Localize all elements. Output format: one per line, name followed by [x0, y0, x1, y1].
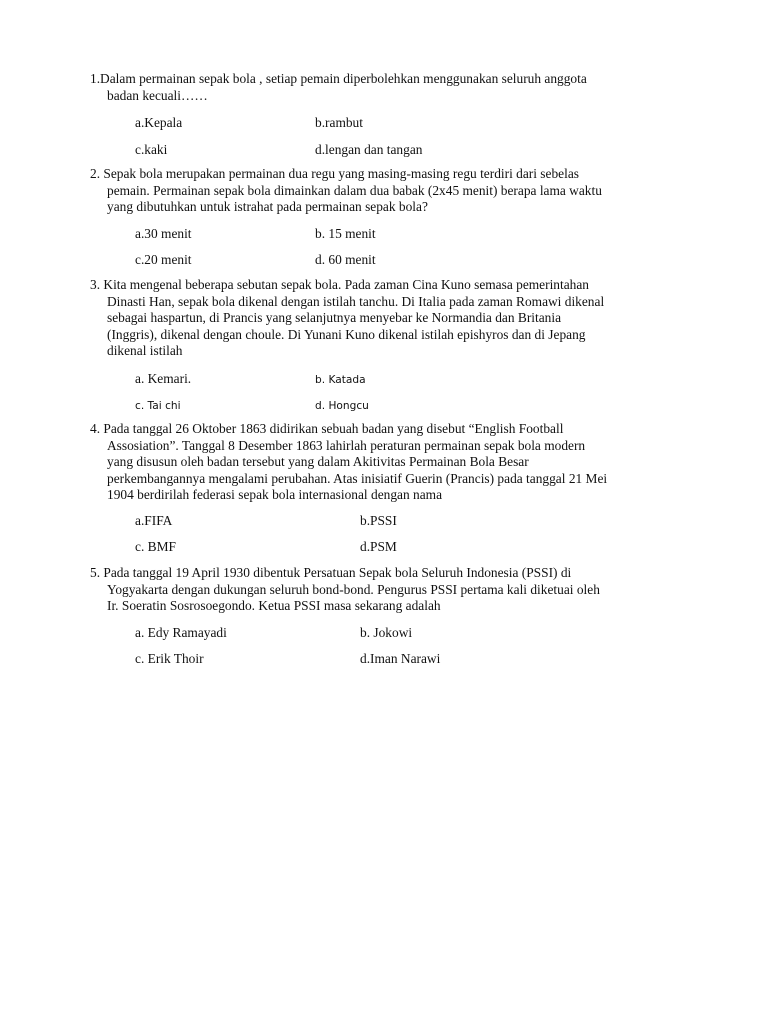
question-2-option-b[interactable]: b. 15 menit — [315, 226, 376, 241]
question-3-option-c[interactable]: c. Tai chi — [135, 400, 181, 412]
question-2-number: 2. — [90, 166, 101, 181]
question-1-option-d[interactable]: d.lengan dan tangan — [315, 142, 423, 157]
question-1-option-c[interactable]: c.kaki — [135, 142, 168, 157]
question-1-number: 1. — [90, 71, 101, 86]
question-1-option-b[interactable]: b.rambut — [315, 115, 363, 130]
question-4-option-c[interactable]: c. BMF — [135, 539, 176, 554]
question-3-option-a[interactable]: a. Kemari. — [135, 371, 192, 386]
question-5-option-d[interactable]: d.Iman Narawi — [360, 651, 441, 666]
question-3-body: Kita mengenal beberapa sebutan sepak bola. Pada zaman Cina Kuno semasa pemerintahan Dinasti Han, sepak bola dikenal dengan istilah tanchu. Di Italia pada zaman Romawi dikenal sebagai haspartun, di Prancis yang selanjutnya menyebar ke Normandia dan Britania (Inggris), dikenal dengan choule. Di Yunani Kuno dikenal istilah epishyros dan di Jepang dikenal istilah — [103, 277, 605, 359]
question-4-option-a[interactable]: a.FIFA — [135, 513, 173, 528]
question-3-option-d[interactable]: d. Hongcu — [315, 400, 369, 412]
question-3-option-b[interactable]: b. Katada — [315, 374, 366, 386]
question-2-option-d[interactable]: d. 60 menit — [315, 252, 376, 267]
question-2-option-a[interactable]: a.30 menit — [135, 226, 192, 241]
question-4-text — [90, 421, 697, 504]
question-2-text — [90, 166, 697, 216]
question-1-option-a[interactable]: a.Kepala — [135, 115, 183, 130]
question-2-body: Sepak bola merupakan permainan dua regu yang masing-masing regu terdiri dari sebelas pemain. Permainan sepak bola dimainkan dalam dua babak (2x45 menit) berapa lama waktu yang dibutuhkan untuk istrahat pada permainan sepak bola? — [103, 166, 602, 215]
question-3-text — [90, 277, 697, 360]
question-1-text — [90, 71, 697, 104]
question-4-option-d[interactable]: d.PSM — [360, 539, 397, 554]
question-4-option-b[interactable]: b.PSSI — [360, 513, 397, 528]
question-4-number: 4. — [90, 421, 101, 436]
question-5-number: 5. — [90, 565, 101, 580]
question-5-option-b[interactable]: b. Jokowi — [360, 625, 413, 640]
question-5-body: Pada tanggal 19 April 1930 dibentuk Persatuan Sepak bola Seluruh Indonesia (PSSI) di Yogyakarta dengan dukungan seluruh bond-bond. Pengurus PSSI pertama kali diketuai oleh Ir. Soeratin Sosrosoegondo. Ketua PSSI masa sekarang adalah — [103, 565, 600, 614]
question-1-body: Dalam permainan sepak bola , setiap pemain diperbolehkan menggunakan seluruh anggota badan kecuali…… — [100, 71, 587, 103]
question-2-option-c[interactable]: c.20 menit — [135, 252, 192, 267]
question-5-text — [90, 565, 697, 615]
question-3-number: 3. — [90, 277, 101, 292]
question-5-option-c[interactable]: c. Erik Thoir — [135, 651, 204, 666]
question-5-option-a[interactable]: a. Edy Ramayadi — [135, 625, 227, 640]
question-4-body: Pada tanggal 26 Oktober 1863 didirikan sebuah badan yang disebut “English Football Assosiation”. Tanggal 8 Desember 1863 lahirlah peraturan permainan sepak bola modern yang disusun oleh badan tersebut yang dalam Akitivitas Permainan Bola Besar perkembangannya mengalami perubahan. Atas inisiatif Guerin (Prancis) pada tanggal 21 Mei 1904 berdirilah federasi sepak bola internasional dengan nama — [103, 421, 608, 503]
